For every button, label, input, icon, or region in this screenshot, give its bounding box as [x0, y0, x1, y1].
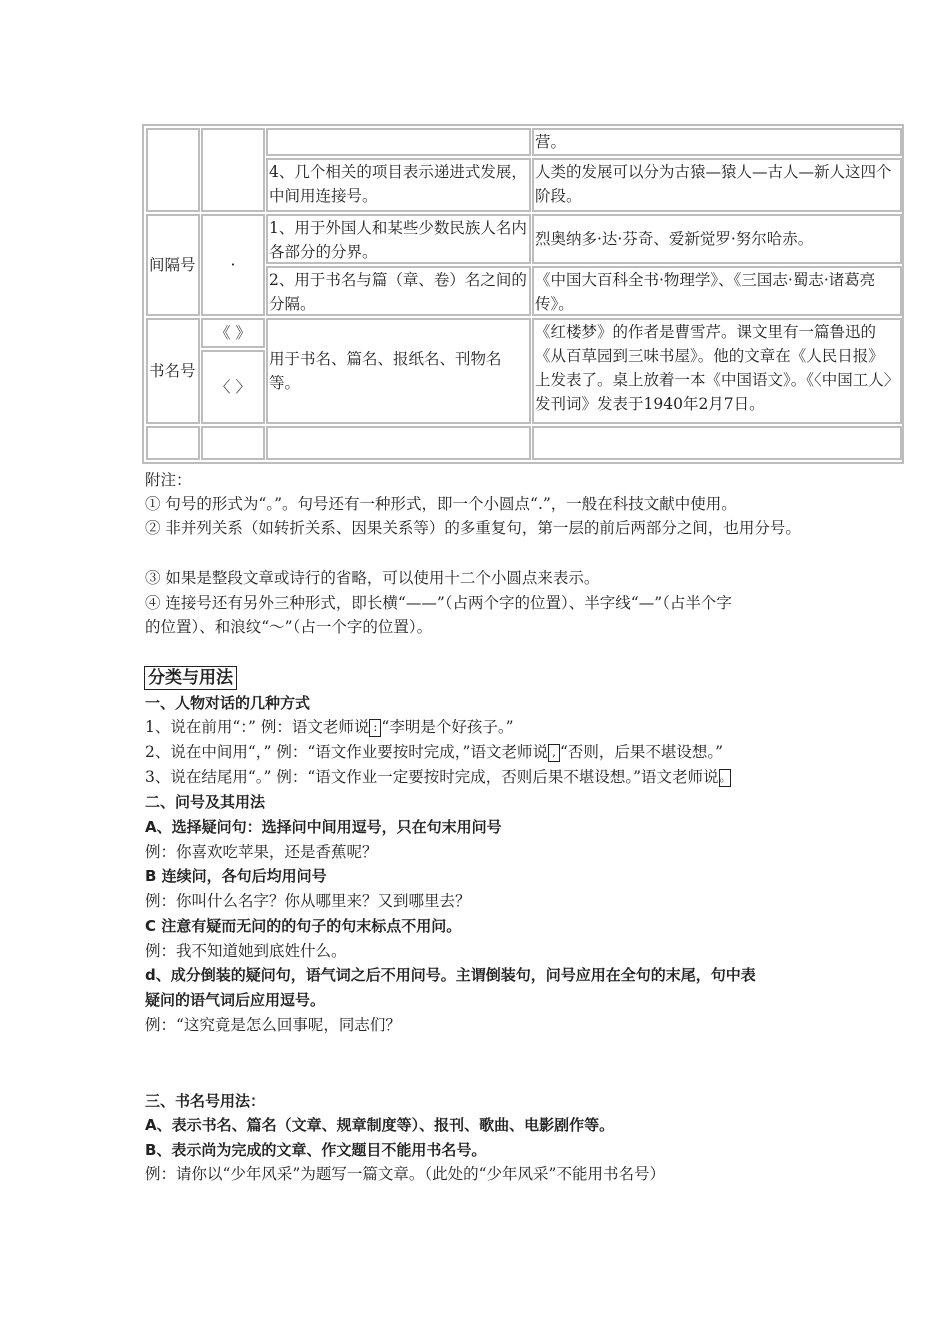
subheading: 二、问号及其用法 — [145, 793, 266, 811]
rule-text: B 连续问，各句后均用问号 — [145, 867, 327, 885]
dialogue-example — [145, 715, 514, 739]
table-cell-example: 人类的发展可以分为古猿—猿人—古人—新人这四个阶段。 — [532, 158, 902, 212]
note-item: ② 非并列关系（如转折关系、因果关系等）的多重复句，第一层的前后两部分之间，也用分号。 — [145, 519, 801, 537]
punctuation-symbol: 〈 〉 — [215, 378, 251, 396]
example-text: 例：你喜欢吃苹果，还是香蕉呢？ — [145, 843, 378, 861]
table-cell-usage: 2、用于书名与篇（章、卷）名之间的分隔。 — [266, 266, 531, 316]
rule-text: C 注意有疑而无问的的句子的句末标点不用问。 — [145, 917, 462, 935]
dialogue-example — [145, 740, 723, 764]
note-item: ① 句号的形式为“。”。句号还有一种形式，即一个小圆点“.”，一般在科技文献中使用。 — [145, 495, 737, 513]
dialogue-example — [145, 765, 731, 789]
table-cell-usage — [266, 128, 531, 156]
example-text: 3、说在结尾用“。” 例：“语文作业一定要按时完成，否则后果不堪设想。”语文老师说 — [145, 768, 719, 786]
example-text: “否则，后果不堪设想。” — [560, 743, 724, 761]
rule-text: A、选择疑问句：选择问中间用逗号，只在句末用问号 — [145, 818, 502, 836]
box-char: , — [548, 744, 560, 762]
table-cell-example — [532, 214, 902, 264]
table-cell-symbol — [201, 318, 265, 348]
box-char: : — [369, 719, 381, 737]
note-item: 的位置）、和浪纹“～”（占一个字的位置）。 — [145, 618, 433, 636]
table-cell-symbol-empty — [201, 128, 265, 212]
example-text: “李明是个好孩子。” — [381, 718, 514, 736]
punctuation-table — [142, 124, 904, 464]
table-cell-empty — [146, 426, 200, 460]
example-text: 1、说在前用“：” 例：语文老师说 — [145, 718, 370, 736]
example-text: 例：你叫什么名字？你从哪里来？又到哪里去？ — [145, 892, 471, 910]
subheading: 一、人物对话的几种方式 — [145, 694, 311, 712]
note-item: ④ 连接号还有另外三种形式，即长横“——”（占两个字的位置）、半字线“—”（占半个字 — [145, 594, 732, 612]
subheading: 三、书名号用法： — [145, 1092, 266, 1110]
table-cell-usage — [266, 318, 531, 424]
example-text: 烈奥纳多·达·芬奇、爱新觉罗·努尔哈赤。 — [535, 230, 814, 248]
table-cell-empty — [266, 426, 531, 460]
example-text: 例：“这究竟是怎么回事呢，同志们？ — [145, 1016, 401, 1034]
section-heading: 分类与用法 — [144, 666, 237, 690]
example-text: 2、说在中间用“，” 例：“语文作业要按时完成，”语文老师说 — [145, 743, 548, 761]
table-cell-empty — [201, 426, 265, 460]
punctuation-symbol: · — [230, 256, 236, 274]
table-cell-symbol — [201, 214, 265, 316]
table-cell-example: 《红楼梦》的作者是曹雪芹。课文里有一篇鲁迅的《从百草园到三味书屋》。他的文章在《人民日报》上发表了。桌上放着一本《中国语文》。《〈中国工人〉发刊词》发表于1940年2月7日。 — [532, 318, 902, 424]
table-cell-name — [146, 318, 200, 424]
table-cell-example: 《中国大百科全书·物理学》、《三国志·蜀志·诸葛亮传》。 — [532, 266, 902, 316]
rule-text: 疑问的语气词后应用逗号。 — [145, 991, 326, 1009]
notes-title: 附注： — [145, 471, 192, 489]
note-item: ③ 如果是整段文章或诗行的省略，可以使用十二个小圆点来表示。 — [145, 569, 600, 587]
table-cell-symbol — [201, 350, 265, 424]
example-text: 例：我不知道她到底姓什么。 — [145, 942, 347, 960]
punctuation-name: 书名号 — [149, 362, 196, 380]
rule-text: B、表示尚为完成的文章、作文题目不能用书名号。 — [145, 1141, 487, 1159]
table-cell-name — [146, 214, 200, 316]
table-cell-usage: 4、几个相关的项目表示递进式发展，中间用连接号。 — [266, 158, 531, 212]
rule-text: d、成分倒装的疑问句，语气词之后不用问号。主谓倒装句，问号应用在全句的末尾，句中表 — [145, 966, 756, 984]
table-cell-usage: 1、用于外国人和某些少数民族人名内各部分的分界。 — [266, 214, 531, 264]
box-char: 。 — [719, 769, 731, 787]
table-cell-empty — [532, 426, 902, 460]
punctuation-symbol: 《 》 — [215, 324, 251, 342]
table-cell-name-empty — [146, 128, 200, 212]
usage-text: 用于书名、篇名、报纸名、刊物名等。 — [269, 350, 502, 392]
punctuation-name: 间隔号 — [149, 256, 196, 274]
table-cell-example: 营。 — [532, 128, 902, 156]
example-text: 例：请你以“少年风采”为题写一篇文章。（此处的“少年风采”不能用书名号） — [145, 1165, 665, 1183]
rule-text: A、表示书名、篇名（文章、规章制度等）、报刊、歌曲、电影剧作等。 — [145, 1116, 615, 1134]
